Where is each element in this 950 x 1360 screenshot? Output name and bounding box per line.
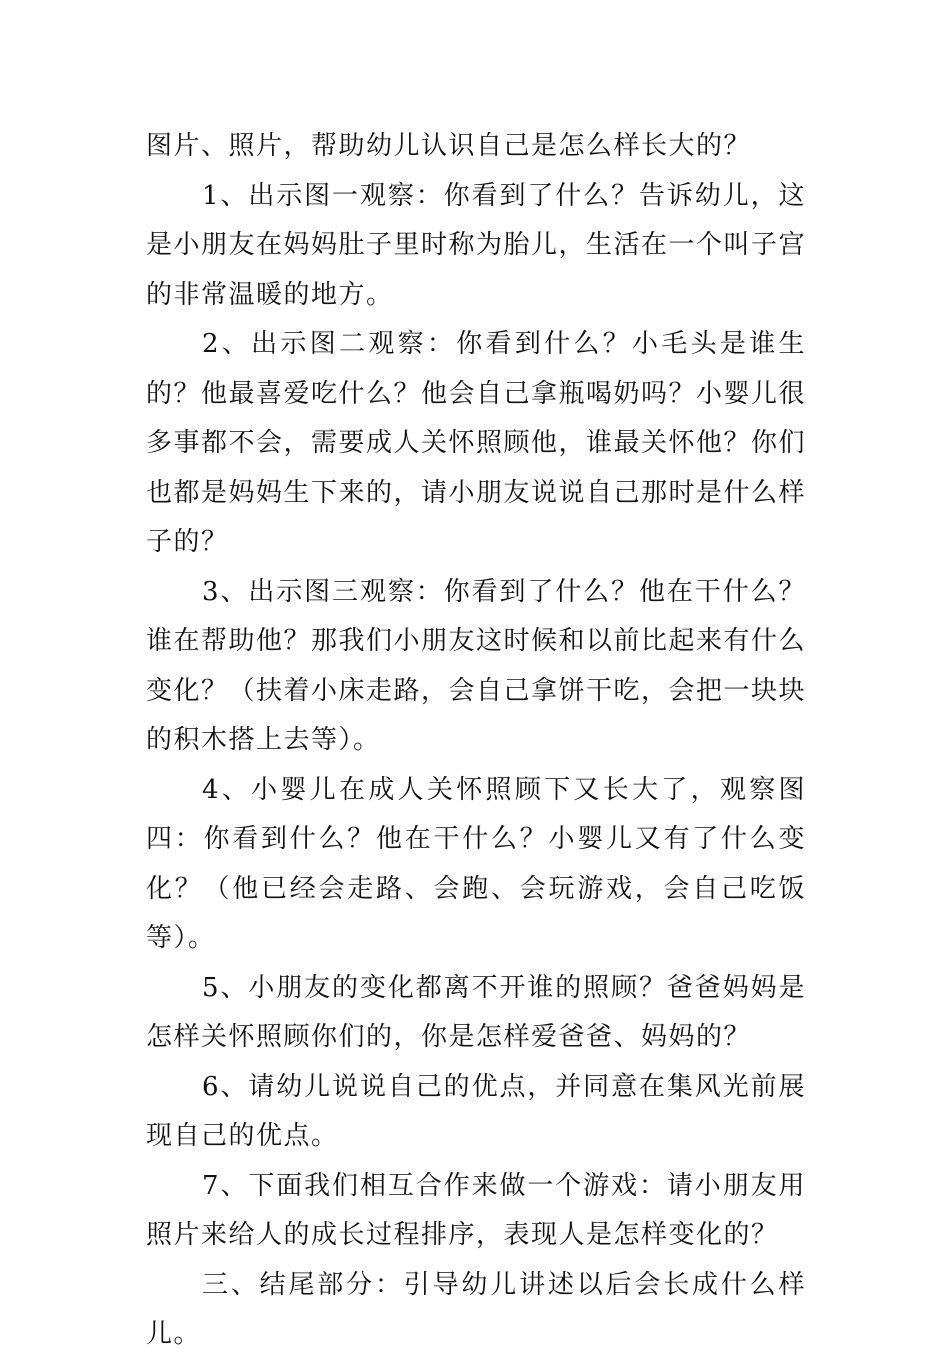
paragraph-step-1: 1、出示图一观察：你看到了什么？告诉幼儿，这是小朋友在妈妈肚子里时称为胎儿，生活在一个叫子宫的非常温暖的地方。 — [146, 180, 807, 310]
paragraph-step-3: 3、出示图三观察：你看到了什么？他在干什么？谁在帮助他？那我们小朋友这时候和以前比起来有什么变化？（扶着小床走路，会自己拿饼干吃，会把一块块的积木搭上去等）。 — [146, 576, 807, 755]
paragraph-step-7: 7、下面我们相互合作来做一个游戏：请小朋友用照片来给人的成长过程排序，表现人是怎样变化的？ — [146, 1170, 806, 1250]
paragraph-continuation: 图片、照片，帮助幼儿认识自己是怎么样长大的？ — [146, 131, 752, 161]
document-body — [146, 122, 806, 1360]
paragraph-step-5: 5、小朋友的变化都离不开谁的照顾？爸爸妈妈是怎样关怀照顾你们的，你是怎样爱爸爸、妈妈的？ — [146, 972, 806, 1052]
paragraph-ending-section: 三、结尾部分：引导幼儿讲述以后会长成什么样儿。 — [146, 1269, 806, 1349]
paragraph-step-4: 4、小婴儿在成人关怀照顾下又长大了，观察图四：你看到什么？他在干什么？小婴儿又有了什么变化？（他已经会走路、会跑、会玩游戏，会自己吃饭等）。 — [146, 774, 806, 953]
paragraph-step-6: 6、请幼儿说说自己的优点，并同意在集风光前展现自己的优点。 — [146, 1071, 806, 1151]
paragraph-step-2: 2、出示图二观察：你看到什么？小毛头是谁生的？他最喜爱吃什么？他会自己拿瓶喝奶吗？小婴儿很多事都不会，需要成人关怀照顾他，谁最关怀他？你们也都是妈妈生下来的，请小朋友说说自己那时是什么样子的？ — [146, 329, 807, 557]
